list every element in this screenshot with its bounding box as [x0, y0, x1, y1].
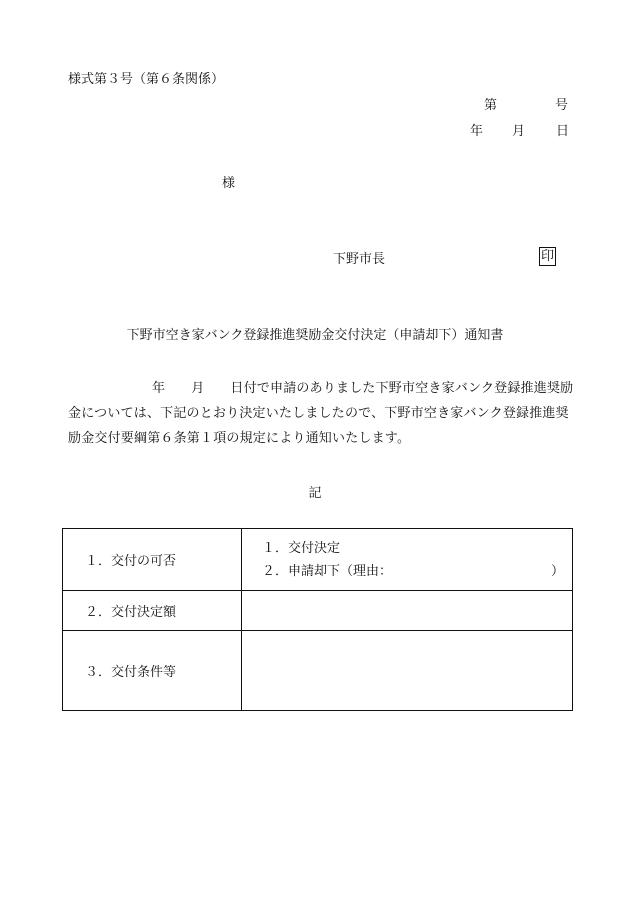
conditions-value — [242, 631, 573, 711]
form-number: 様式第３号（第６条関係） — [68, 72, 225, 87]
body-text: 日付で申請のありました下野市空き家バンク登録推進奨励金については、下記のとおり決定いたしましたので、下野市空き家バンク登録推進奨励金交付要綱第６条第１項の規定により通知いたします。 — [68, 381, 574, 446]
number-suffix: 号 — [555, 98, 569, 113]
table-row — [63, 529, 573, 591]
reason-close-paren: ） — [550, 563, 564, 579]
date-day: 日 — [556, 124, 570, 139]
date-year: 年 — [470, 124, 484, 139]
option-reject — [262, 560, 572, 583]
addressee-honorific: 様 — [222, 176, 236, 191]
ki-heading: 記 — [308, 486, 322, 501]
grant-decision-table — [62, 528, 573, 711]
sender-title: 下野市長 — [333, 252, 386, 267]
table-row — [63, 631, 573, 711]
option-reject-label: ２．申請却下（理由： — [262, 563, 393, 579]
document-title: 下野市空き家バンク登録推進奨励金交付決定（申請却下）通知書 — [126, 328, 504, 343]
amount-value — [242, 591, 573, 631]
body-month: 月 — [191, 381, 205, 396]
date-month: 月 — [512, 124, 526, 139]
number-prefix: 第 — [484, 98, 498, 113]
row-label-amount: ２．交付決定額 — [63, 591, 242, 631]
approval-options — [242, 529, 573, 591]
body-paragraph — [68, 376, 578, 451]
body-year: 年 — [152, 381, 166, 396]
row-label-approval: １．交付の可否 — [63, 529, 242, 591]
option-approve: １．交付決定 — [262, 540, 341, 556]
row-label-conditions: ３．交付条件等 — [63, 631, 242, 711]
table-row — [63, 591, 573, 631]
seal-mark: 印 — [541, 249, 555, 264]
